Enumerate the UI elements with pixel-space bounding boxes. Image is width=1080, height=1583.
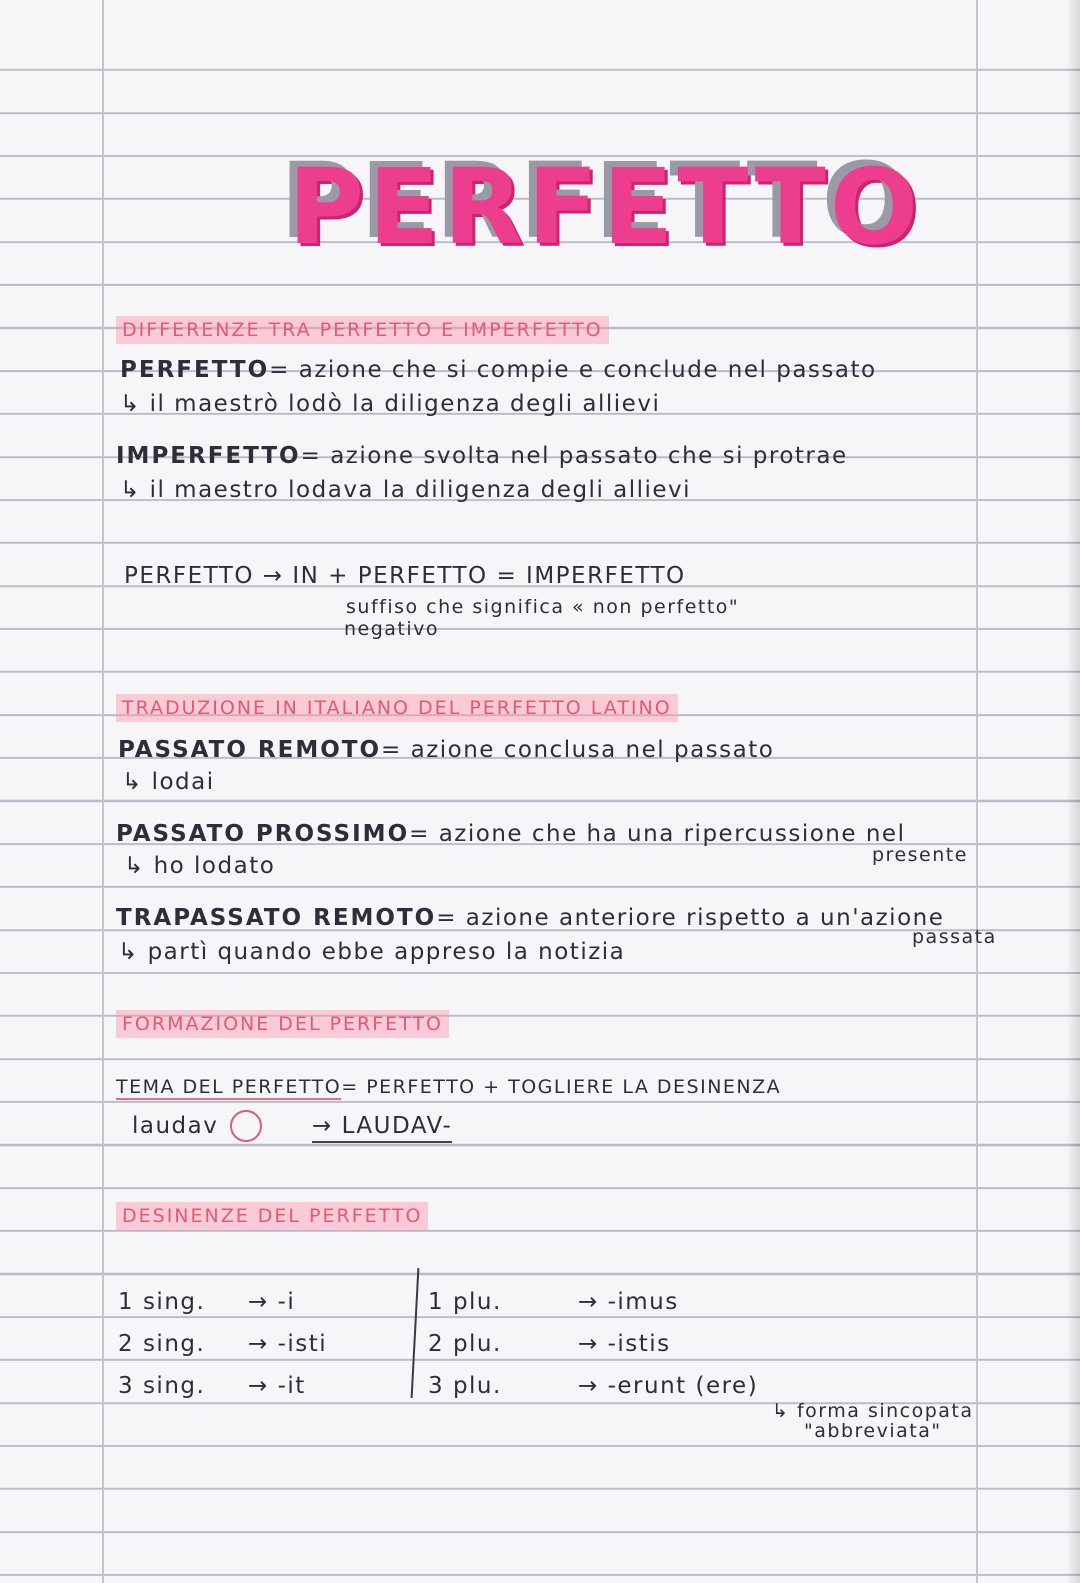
trapassato-remoto-definition xyxy=(116,904,944,932)
imperfetto-definition xyxy=(116,442,848,470)
passato-prossimo-def-text: = azione che ha una ripercussione nel xyxy=(409,821,906,847)
imperfetto-example: ↳ il maestro lodava la diligenza degli allievi xyxy=(120,477,692,503)
tema-result-text: → LAUDAV- xyxy=(312,1113,452,1143)
ending-2-plu xyxy=(428,1330,671,1358)
suffix-note: suffiso che significa « non perfetto" xyxy=(346,596,740,618)
person-label: 3 plu. xyxy=(428,1373,502,1399)
perfetto-example: ↳ il maestrò lodò la diligenza degli allievi xyxy=(120,391,661,417)
table-divider xyxy=(411,1268,420,1398)
ending-2-sing xyxy=(118,1330,327,1358)
person-label: 1 sing. xyxy=(118,1289,206,1315)
section-heading-differenze: DIFFERENZE TRA PERFETTO E IMPERFETTO xyxy=(116,316,609,344)
passato-remoto-term: PASSATO REMOTO xyxy=(118,737,382,763)
ending-1-sing xyxy=(118,1288,295,1316)
passato-prossimo-example: ↳ ho lodato xyxy=(124,853,276,879)
imperfetto-term: IMPERFETTO xyxy=(116,443,301,469)
imperfetto-def-text: = azione svolta nel passato che si protrae xyxy=(300,443,848,469)
right-margin-line xyxy=(976,0,978,1583)
ending-3-plu xyxy=(428,1372,758,1400)
passato-prossimo-definition xyxy=(116,820,905,848)
passato-remoto-example: ↳ lodai xyxy=(122,769,215,795)
formula-line: PERFETTO → IN + PERFETTO = IMPERFETTO xyxy=(124,563,686,589)
page-edge-shadow xyxy=(1066,0,1080,1583)
ending-value: → -erunt (ere) xyxy=(578,1373,759,1399)
trapassato-remoto-def-text: = azione anteriore rispetto a un'azione xyxy=(436,905,945,931)
tema-term: TEMA DEL PERFETTO xyxy=(116,1076,342,1098)
passato-remoto-def-text: = azione conclusa nel passato xyxy=(381,737,775,763)
section-heading-formazione: FORMAZIONE DEL PERFETTO xyxy=(116,1010,449,1038)
perfetto-def-text: = azione che si compie e conclude nel passato xyxy=(269,357,877,383)
ending-value: → -isti xyxy=(248,1331,328,1357)
ending-value: → -imus xyxy=(578,1289,679,1315)
abbreviata-note: "abbreviata" xyxy=(804,1420,942,1442)
person-label: 1 plu. xyxy=(428,1289,502,1315)
person-label: 2 sing. xyxy=(118,1331,206,1357)
tema-example-result xyxy=(312,1112,452,1140)
perfetto-term: PERFETTO xyxy=(120,357,270,383)
perfetto-definition xyxy=(120,356,877,384)
passato-prossimo-def-cont: presente xyxy=(872,844,968,866)
ending-value: → -i xyxy=(248,1289,296,1315)
person-label: 3 sing. xyxy=(118,1373,206,1399)
left-margin-line xyxy=(102,0,104,1583)
tema-def-text: = PERFETTO + TOGLIERE LA DESINENZA xyxy=(341,1076,782,1098)
negativo-note: negativo xyxy=(344,618,440,640)
page-title: PERFETTO xyxy=(288,146,923,268)
crossed-ending-mark xyxy=(230,1110,262,1142)
ending-value: → -it xyxy=(248,1373,306,1399)
trapassato-remoto-term: TRAPASSATO REMOTO xyxy=(116,905,437,931)
tema-example-word: laudav xyxy=(132,1113,219,1139)
tema-definition xyxy=(116,1076,781,1098)
section-heading-traduzione: TRADUZIONE IN ITALIANO DEL PERFETTO LATINO xyxy=(116,694,678,722)
passato-prossimo-term: PASSATO PROSSIMO xyxy=(116,821,410,847)
person-label: 2 plu. xyxy=(428,1331,502,1357)
ending-value: → -istis xyxy=(578,1331,671,1357)
ending-1-plu xyxy=(428,1288,679,1316)
trapassato-remoto-example: ↳ partì quando ebbe appreso la notizia xyxy=(118,939,626,965)
trapassato-remoto-def-cont: passata xyxy=(912,926,997,948)
ending-3-sing xyxy=(118,1372,306,1400)
section-heading-desinenze: DESINENZE DEL PERFETTO xyxy=(116,1202,428,1230)
sincopata-note: ↳ forma sincopata xyxy=(772,1400,974,1422)
passato-remoto-definition xyxy=(118,736,774,764)
